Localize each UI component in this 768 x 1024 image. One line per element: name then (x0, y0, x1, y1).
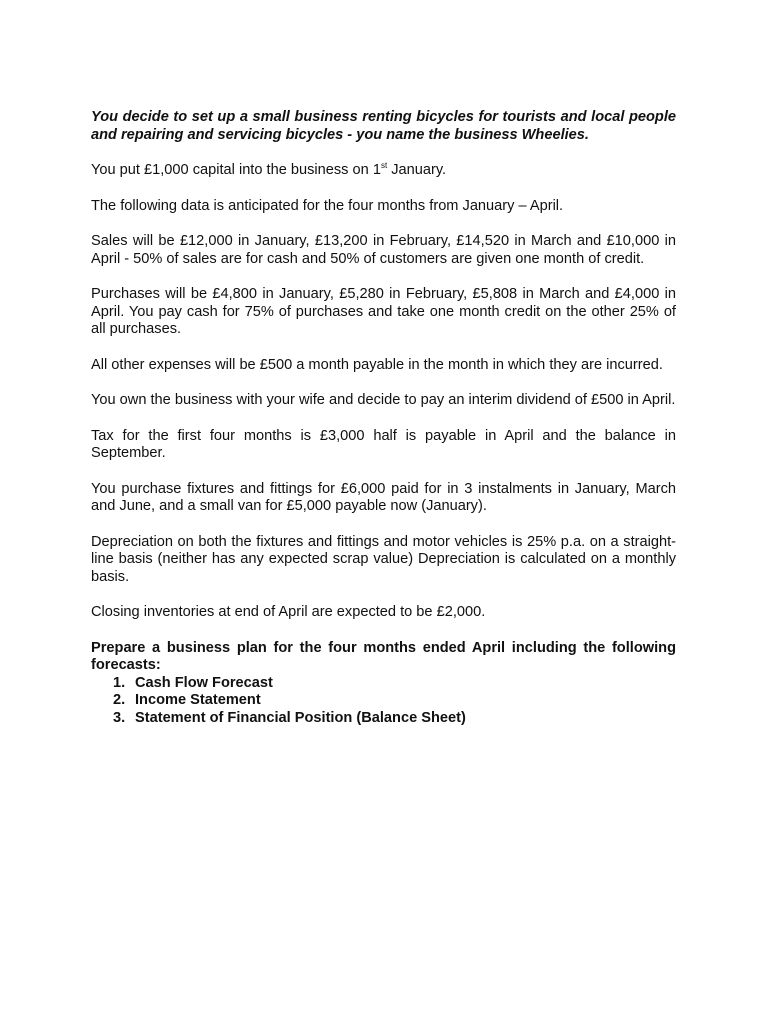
document-page (91, 109, 676, 727)
task-prompt: Prepare a business plan for the four months ended April including the following forecasts: (91, 639, 676, 673)
paragraph-period: The following data is anticipated for the four months from January – April. (91, 197, 564, 214)
task-label: Cash Flow Forecast (135, 674, 273, 691)
paragraph-fixtures: You purchase fixtures and fittings for £6,000 paid for in 3 instalments in January, March and June, and a small van for £5,000 payable now (January). (91, 480, 676, 514)
paragraph-tax: Tax for the first four months is £3,000 half is payable in April and the balance in September. (91, 427, 676, 461)
paragraph-sales: Sales will be £12,000 in January, £13,200 in February, £14,520 in March and £10,000 in April - 50% of sales are for cash and 50% of customers are given one month of credit. (91, 233, 676, 267)
task-label: Income Statement (135, 692, 261, 708)
task-label: Statement of Financial Position (Balance Sheet) (135, 709, 466, 726)
capital-paragraph (91, 162, 676, 180)
ordinal-suffix: st (380, 161, 388, 170)
task-number: 3. (113, 709, 126, 726)
task-number: 1. (113, 674, 126, 691)
paragraph-purchases: Purchases will be £4,800 in January, £5,280 in February, £5,808 in March and £4,000 in April. You pay cash for 75% of purchases and take one month credit on the other 25% of all purchases. (91, 286, 676, 337)
task-item (113, 710, 676, 728)
capital-text-end: January. (387, 162, 447, 178)
paragraph-dividend: You own the business with your wife and decide to pay an interim dividend of £500 in April. (91, 392, 676, 408)
task-number: 2. (113, 692, 126, 708)
task-item (113, 675, 676, 693)
paragraph-inventories: Closing inventories at end of April are expected to be £2,000. (91, 604, 486, 620)
task-item (113, 692, 676, 710)
capital-text: You put £1,000 capital into the business on 1 (91, 162, 381, 178)
task-list (91, 675, 676, 728)
paragraph-expenses: All other expenses will be £500 a month payable in the month in which they are incurred. (91, 356, 663, 373)
paragraph-depreciation: Depreciation on both the fixtures and fittings and motor vehicles is 25% p.a. on a straight-line basis (neither has any expected scrap value) Depreciation is calculated on a monthly basis. (91, 533, 676, 585)
intro-paragraph: You decide to set up a small business renting bicycles for tourists and local people and repairing and servicing bicycles - you name the business Wheelies. (91, 109, 676, 143)
